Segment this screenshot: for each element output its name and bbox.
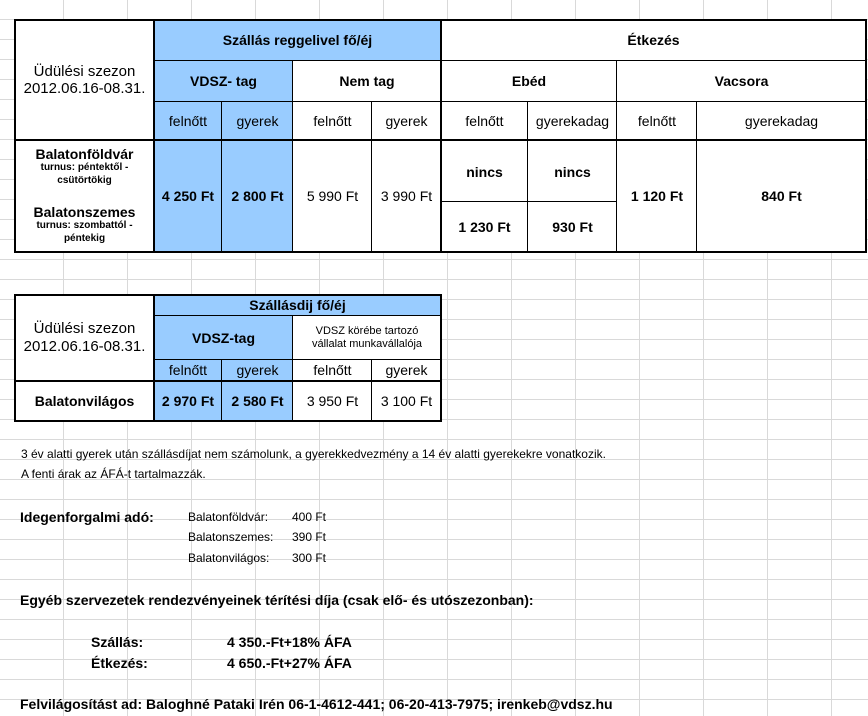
header-lunch: Ebéd	[441, 60, 617, 102]
col-child: gyerek	[372, 102, 441, 140]
other-orgs-meals-value: 4 650.-Ft+27% ÁFA	[227, 655, 352, 671]
col-adult: felnőtt	[617, 102, 697, 140]
header-vdsz-member: VDSZ- tag	[154, 60, 293, 102]
location-balatonvilagos: Balatonvilágos	[15, 381, 154, 421]
dinner-adult: 1 120 Ft	[617, 140, 697, 252]
table-border	[14, 294, 442, 296]
price-non-member-adult: 5 990 Ft	[293, 140, 372, 252]
table-border	[154, 359, 441, 360]
col-child-portion: gyerekadag	[697, 102, 866, 140]
table-border	[292, 316, 293, 421]
other-orgs-title: Egyéb szervezetek rendezvényeinek térítési díja (csak elő- és utószezonban):	[20, 592, 534, 608]
header-lodging: Szállás reggelivel fő/éj	[154, 20, 441, 60]
header-affiliate: VDSZ körébe tartozó vállalat munkavállalója	[293, 316, 441, 360]
season-label: Üdülési szezon	[33, 320, 136, 338]
note-vat: A fenti árak az ÁFÁ-t tartalmazzák.	[21, 467, 206, 481]
price-member-child: 2 800 Ft	[222, 140, 293, 252]
table-border	[440, 294, 442, 422]
col-adult: felnőtt	[441, 102, 528, 140]
table-border	[14, 420, 442, 422]
tourist-tax-place: Balatonvilágos:	[188, 551, 270, 565]
table-border	[696, 102, 697, 252]
table-border	[153, 19, 155, 253]
table-border	[527, 102, 528, 252]
season-cell	[15, 295, 154, 380]
tourist-tax-place: Balatonszemes:	[188, 530, 274, 544]
other-orgs-meals-label: Étkezés:	[91, 655, 148, 671]
dinner-child: 840 Ft	[697, 140, 866, 252]
tourist-tax-amount: 400 Ft	[292, 510, 327, 524]
table-border	[14, 294, 16, 422]
table-border	[14, 380, 442, 382]
tourist-tax-place: Balatonföldvár:	[188, 510, 269, 524]
table-border	[14, 19, 16, 253]
header-non-member: Nem tag	[293, 60, 441, 102]
tourist-tax-label: Idegenforgalmi adó:	[20, 509, 154, 525]
header-meals: Étkezés	[441, 20, 866, 60]
table-border	[441, 201, 617, 202]
season-dates: 2012.06.16-08.31.	[23, 337, 146, 355]
price-affiliate-child: 3 100 Ft	[372, 381, 441, 421]
table-border	[292, 60, 293, 252]
col-child: gyerek	[222, 102, 293, 140]
price-member-adult: 4 250 Ft	[154, 140, 222, 252]
table-border	[221, 360, 222, 421]
price-member-adult: 2 970 Ft	[154, 381, 222, 421]
col-adult: felnőtt	[154, 360, 222, 380]
table-border	[440, 19, 442, 253]
table-border	[14, 139, 867, 141]
table-border	[616, 60, 617, 252]
col-adult: felnőtt	[154, 102, 222, 140]
col-child-portion: gyerekadag	[528, 102, 617, 140]
col-child: gyerek	[222, 360, 293, 380]
location-turnus: turnus: szombattól - péntekig	[36, 220, 133, 244]
table-border	[371, 102, 372, 252]
lunch-loc2-adult: 1 230 Ft	[441, 202, 528, 252]
table-border	[154, 60, 866, 61]
contact-line: Felvilágosítást ad: Baloghné Pataki Irén 06-1-4612-441; 06-20-413-7975; irenkeb@vdsz.hu	[20, 696, 613, 712]
header-dinner: Vacsora	[617, 60, 866, 102]
col-adult: felnőtt	[293, 360, 372, 380]
other-orgs-lodging-value: 4 350.-Ft+18% ÁFA	[227, 634, 352, 650]
lunch-loc1-adult: nincs	[441, 140, 528, 202]
table-border	[154, 315, 441, 316]
header-vdsz-member: VDSZ-tag	[154, 316, 293, 360]
location-name: Balatonföldvár	[35, 146, 134, 162]
other-orgs-lodging-label: Szállás:	[91, 634, 144, 650]
tourist-tax-amount: 390 Ft	[292, 530, 327, 544]
tourist-tax-amount: 300 Ft	[292, 551, 327, 565]
location-balatonfoldvar	[15, 140, 154, 200]
header-lodging-fee: Szállásdij fő/éj	[154, 295, 441, 316]
location-name: Balatonszemes	[33, 204, 136, 220]
price-affiliate-adult: 3 950 Ft	[293, 381, 372, 421]
table-border	[153, 294, 155, 422]
lunch-loc1-child: nincs	[528, 140, 617, 202]
season-cell	[15, 20, 154, 140]
price-member-child: 2 580 Ft	[222, 381, 293, 421]
note-children: 3 év alatti gyerek után szállásdíjat nem számolunk, a gyerekkedvezmény a 14 év alatti gyerekekre vonatkozik.	[21, 447, 606, 461]
table-border	[221, 102, 222, 252]
location-balatonszemes	[15, 200, 154, 252]
table-border	[154, 101, 866, 102]
col-adult: felnőtt	[293, 102, 372, 140]
table-border	[371, 360, 372, 421]
col-child: gyerek	[372, 360, 441, 380]
season-label: Üdülési szezon	[33, 62, 136, 80]
price-non-member-child: 3 990 Ft	[372, 140, 441, 252]
location-turnus: turnus: péntektől - csütörtökig	[40, 162, 129, 186]
table-border	[865, 19, 867, 253]
lunch-loc2-child: 930 Ft	[528, 202, 617, 252]
season-dates: 2012.06.16-08.31.	[23, 80, 146, 97]
